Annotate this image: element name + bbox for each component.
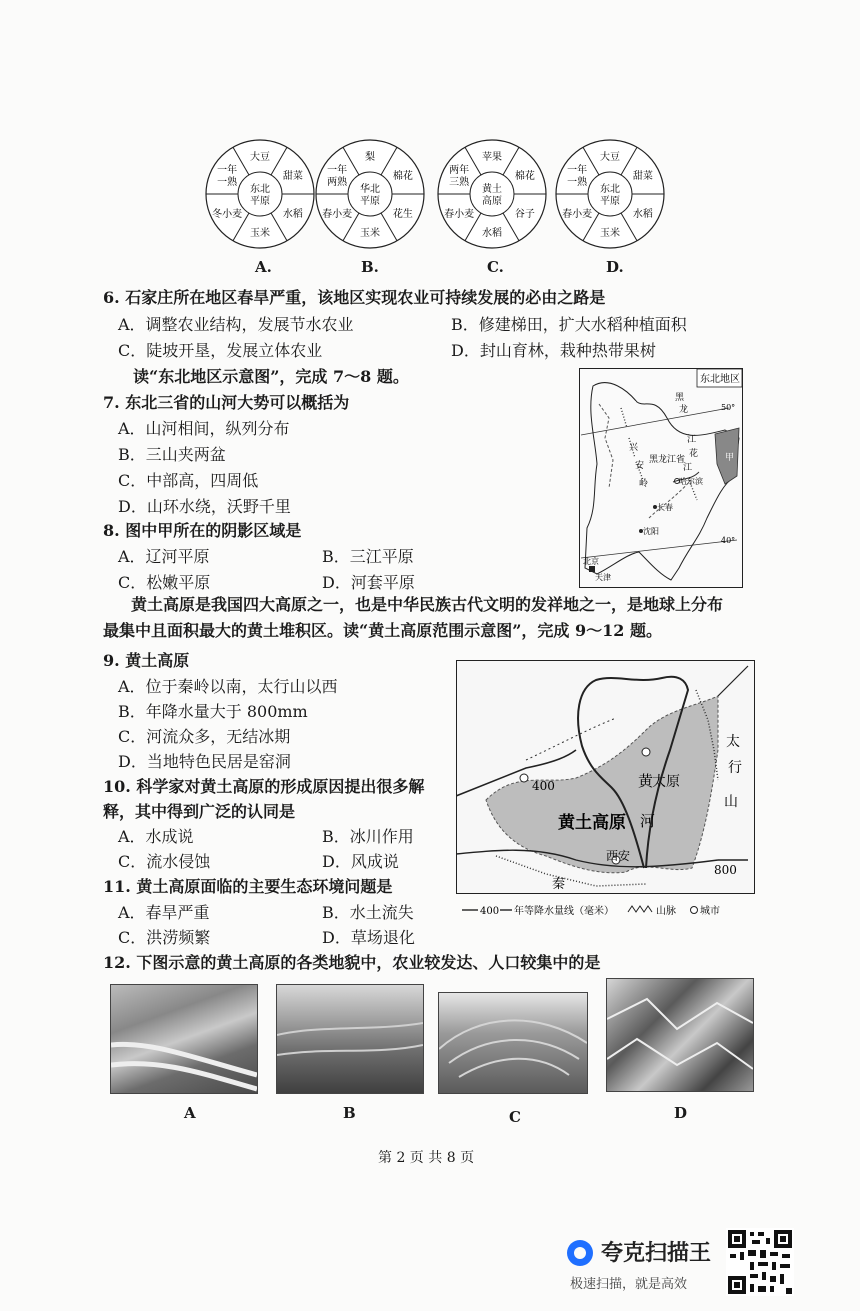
qr-code-icon bbox=[726, 1228, 794, 1296]
wheel-1-crop-3: 水稻 bbox=[282, 209, 303, 220]
wheel-3-crop-3: 谷子 bbox=[514, 209, 535, 220]
map1-label-tianjin: 天津 bbox=[595, 573, 611, 582]
map1-label-jiang2: 江 bbox=[683, 463, 693, 473]
q10-stem-line2: 释，其中得到广泛的认同是 bbox=[103, 802, 296, 821]
map2-taiyuan: 太原 bbox=[652, 774, 680, 790]
q11-option-a: A．春旱严重 bbox=[118, 903, 210, 922]
q7-option-b: B．三山夹两盆 bbox=[118, 445, 226, 464]
option-c-label: C. bbox=[487, 258, 504, 276]
wheel-2-crop-4: 玉米 bbox=[360, 228, 380, 239]
map1-lat50: 50° bbox=[721, 403, 736, 412]
q12-stem: 12. 下图示意的黄土高原的各类地貌中，农业较发达、人口较集中的是 bbox=[103, 953, 601, 972]
map1-label-ling: 岭 bbox=[639, 479, 649, 489]
brand-name: 夸克扫描王 bbox=[601, 1241, 712, 1266]
wheel-3-crop-4: 水稻 bbox=[482, 228, 502, 239]
q9-option-c: C．河流众多，无结冰期 bbox=[118, 727, 291, 746]
wheel-1-crop-4: 玉米 bbox=[250, 228, 270, 239]
wheel-3-crop-1: 苹果 bbox=[482, 152, 502, 163]
map2-taihang-1: 太 bbox=[726, 734, 740, 750]
crop-wheels bbox=[200, 132, 790, 258]
wheel-2-cycle-1: 一年 bbox=[327, 165, 348, 176]
map2-xian: 西安 bbox=[606, 849, 631, 863]
wheel-1-crop-5: 冬小麦 bbox=[212, 209, 243, 220]
wheel-4-crop-4: 玉米 bbox=[600, 228, 620, 239]
q10-option-b: B．冰川作用 bbox=[322, 827, 414, 846]
map1-label-shenyang: 沈阳 bbox=[643, 527, 659, 536]
map2-iso400: 400 bbox=[532, 779, 555, 793]
q9-option-d: D．当地特色民居是窑洞 bbox=[118, 752, 291, 771]
map1-label-jiang1: 江 bbox=[687, 435, 697, 445]
q9-option-a: A．位于秦岭以南，太行山以西 bbox=[118, 677, 338, 696]
map1-label-long: 龙 bbox=[679, 405, 689, 415]
wheel-1 bbox=[206, 140, 314, 248]
photo-label-d: D bbox=[674, 1104, 688, 1122]
wheel-3-cycle-1: 两年 bbox=[449, 165, 470, 176]
q8-stem: 8. 图中甲所在的阴影区域是 bbox=[103, 521, 302, 540]
q7-option-c: C．中部高，四周低 bbox=[118, 471, 259, 490]
q6-option-a: A．调整农业结构，发展节水农业 bbox=[118, 315, 354, 334]
q6-stem: 6. 石家庄所在地区春旱严重，该地区实现农业可持续发展的必由之路是 bbox=[103, 288, 606, 307]
wheel-4-cycle-2: 一熟 bbox=[567, 177, 588, 188]
q8-option-d: D．河套平原 bbox=[322, 573, 415, 592]
wheel-3-crop-5: 春小麦 bbox=[444, 209, 475, 220]
option-a-label: A. bbox=[255, 258, 272, 276]
wheel-4-crop-3: 水稻 bbox=[632, 209, 653, 220]
wheel-3-crop-2: 棉花 bbox=[514, 171, 535, 182]
q6-option-c: C．陡坡开垦，发展立体农业 bbox=[118, 341, 323, 360]
q10-option-d: D．风成说 bbox=[322, 852, 399, 871]
q11-option-b: B．水土流失 bbox=[322, 903, 414, 922]
page-number: 第 2 页 共 8 页 bbox=[378, 1150, 475, 1166]
q7-option-d: D．山环水绕，沃野千里 bbox=[118, 497, 291, 516]
wheel-1-cycle-2: 一熟 bbox=[217, 177, 238, 188]
read-instruction-1: 读“东北地区示意图”，完成 7～8 题。 bbox=[133, 367, 409, 386]
wheel-1-region-2: 平原 bbox=[250, 196, 270, 207]
wheel-4-region-1: 东北 bbox=[600, 184, 620, 195]
q10-option-a: A．水成说 bbox=[118, 827, 194, 846]
wheel-4-cycle-1: 一年 bbox=[567, 165, 588, 176]
map2-legend-iso-text: 年等降水量线（毫米） bbox=[514, 906, 614, 917]
map1-label-hua: 花 bbox=[689, 449, 699, 459]
map1-lat40: 40° bbox=[721, 536, 736, 545]
photo-label-a: A bbox=[184, 1104, 196, 1122]
map2-qin: 秦 bbox=[552, 877, 566, 892]
photo-label-b: B bbox=[343, 1104, 356, 1122]
map2-legend-iso: 400 bbox=[480, 906, 500, 917]
loess-para-line1: 黄土高原是我国四大高原之一，也是中华民族古代文明的发祥地之一，是地球上分布 bbox=[131, 595, 724, 614]
q10-stem-line1: 10. 科学家对黄土高原的形成原因提出很多解 bbox=[103, 777, 425, 796]
loess-para-line2: 最集中且面积最大的黄土堆积区。读“黄土高原范围示意图”，完成 9～12 题。 bbox=[103, 621, 662, 640]
map1-title: 东北地区 bbox=[700, 374, 740, 385]
landform-photo-d bbox=[606, 978, 754, 1092]
wheel-1-region-1: 东北 bbox=[250, 184, 270, 195]
map2-river-1: 黄 bbox=[638, 772, 654, 790]
wheel-4-crop-5: 春小麦 bbox=[562, 209, 593, 220]
q8-option-b: B．三江平原 bbox=[322, 547, 414, 566]
map2-river-2: 河 bbox=[640, 812, 656, 830]
wheel-4-region-2: 平原 bbox=[600, 196, 620, 207]
q9-option-b: B．年降水量大于 800mm bbox=[118, 702, 308, 721]
wheel-1-crop-2: 甜菜 bbox=[282, 171, 303, 182]
wheel-2-crop-5: 春小麦 bbox=[322, 209, 353, 220]
wheel-2-crop-2: 棉花 bbox=[392, 171, 413, 182]
q11-option-c: C．洪涝频繁 bbox=[118, 928, 211, 947]
wheel-3-cycle-2: 三熟 bbox=[449, 177, 470, 188]
q7-option-a: A．山河相间，纵列分布 bbox=[118, 419, 290, 438]
q8-option-c: C．松嫩平原 bbox=[118, 573, 211, 592]
map2-iso800: 800 bbox=[714, 863, 737, 877]
wheel-3-region-1: 黄土 bbox=[482, 184, 502, 195]
wheel-2-crop-3: 花生 bbox=[392, 209, 413, 220]
wheel-4-crop-2: 甜菜 bbox=[632, 171, 653, 182]
wheel-3-region-2: 高原 bbox=[482, 196, 502, 207]
q6-option-b: B．修建梯田，扩大水稻种植面积 bbox=[451, 315, 687, 334]
wheel-4-crop-1: 大豆 bbox=[600, 152, 620, 163]
map1-label-xing: 兴 bbox=[629, 443, 639, 453]
landform-photo-c bbox=[438, 992, 588, 1094]
map2-taihang-3: 山 bbox=[724, 794, 738, 810]
q10-option-c: C．流水侵蚀 bbox=[118, 852, 211, 871]
map2-legend-mountain: 山脉 bbox=[656, 906, 676, 917]
wheel-4 bbox=[556, 140, 664, 248]
northeast-map bbox=[579, 368, 743, 588]
q11-stem: 11. 黄土高原面临的主要生态环境问题是 bbox=[103, 877, 393, 896]
map2-taihang-2: 行 bbox=[728, 760, 742, 776]
wheel-3 bbox=[438, 140, 546, 248]
landform-photo-a bbox=[110, 984, 258, 1094]
loess-plateau-map bbox=[456, 660, 756, 918]
q6-option-d: D．封山育林，栽种热带果树 bbox=[451, 341, 656, 360]
q7-stem: 7. 东北三省的山河大势可以概括为 bbox=[103, 393, 350, 412]
q8-option-a: A．辽河平原 bbox=[118, 547, 210, 566]
brand-slogan: 极速扫描，就是高效 bbox=[570, 1277, 688, 1292]
map1-label-harbin: 哈尔滨 bbox=[679, 477, 703, 486]
map1-label-province: 黑龙江省 bbox=[649, 455, 686, 465]
photo-label-c: C bbox=[509, 1108, 521, 1126]
option-d-label: D. bbox=[606, 258, 624, 276]
q11-option-d: D．草场退化 bbox=[322, 928, 415, 947]
wheel-2-cycle-2: 两熟 bbox=[327, 177, 348, 188]
wheel-1-crop-1: 大豆 bbox=[250, 152, 270, 163]
map2-legend-city: 城市 bbox=[700, 906, 720, 917]
map1-label-jia: 甲 bbox=[725, 453, 735, 463]
map1-label-changchun: 长春 bbox=[657, 503, 673, 512]
q9-stem: 9. 黄土高原 bbox=[103, 651, 190, 670]
wheel-2-crop-1: 梨 bbox=[365, 152, 375, 163]
wheel-2 bbox=[316, 140, 424, 248]
map1-label-an: 安 bbox=[635, 461, 645, 471]
map1-label-beijing: 北京 bbox=[583, 557, 599, 566]
wheel-1-cycle-1: 一年 bbox=[217, 165, 238, 176]
landform-photo-b bbox=[276, 984, 424, 1094]
wheel-2-region-1: 华北 bbox=[360, 184, 380, 195]
map1-label-hei: 黑 bbox=[675, 393, 685, 403]
map2-region: 黄土高原 bbox=[558, 813, 626, 833]
brand-logo-icon bbox=[567, 1240, 593, 1266]
wheel-2-region-2: 平原 bbox=[360, 196, 380, 207]
option-b-label: B. bbox=[361, 258, 379, 276]
